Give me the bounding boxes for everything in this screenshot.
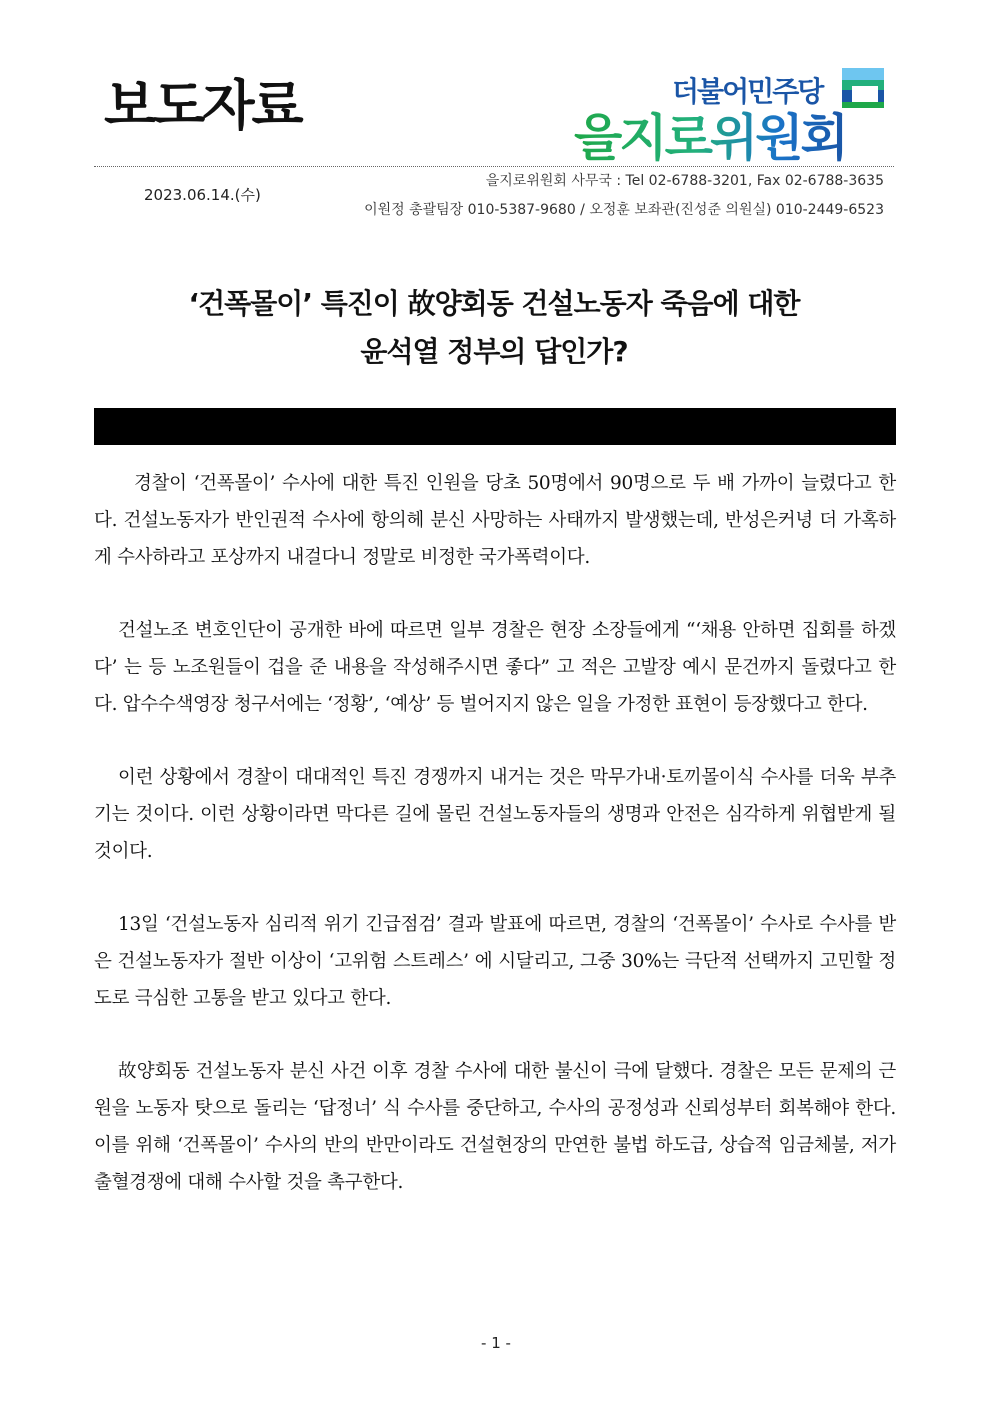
subtitle-bar [94, 408, 896, 445]
contact-persons: 이원정 총괄팀장 010-5387-9680 / 오정훈 보좌관(진성준 의원실) 010-2449-6523 [364, 202, 884, 218]
headline-line-2: 윤석열 정부의 답인가? [360, 335, 628, 368]
document-type-title: 보도자료 [104, 74, 301, 137]
release-date: 2023.06.14.(수) [144, 186, 261, 204]
headline [94, 280, 894, 376]
page-number: - 1 - [481, 1334, 511, 1352]
logo-party-name: 더불어민주당 [672, 75, 823, 108]
header-divider [94, 166, 894, 167]
body-paragraph: 경찰이 ‘건폭몰이’ 수사에 대한 특진 인원을 당초 50명에서 90명으로 두 배 가까이 늘렸다고 한다. 건설노동자가 반인권적 수사에 항의헤 분신 사망하는 사태까지 발생했는데, 반성은커녕 더 가혹하게 수사하라고 포상까지 내걸다니 정말로 비정한 국가폭력이다. [94, 473, 896, 568]
logo-committee-name: 을지로위원회 [574, 109, 846, 167]
party-flag-icon [838, 64, 888, 114]
body-paragraph: 13일 ‘건설노동자 심리적 위기 긴급점검’ 결과 발표에 따르면, 경찰의 ‘건폭몰이’ 수사로 수사를 받은 건설노동자가 절반 이상이 ‘고위험 스트레스’ 에 시달리고, 그중 30%는 극단적 선택까지 고민할 정도로 극심한 고통을 받고 있다고 한다. [94, 914, 896, 1009]
body-paragraph: 이런 상황에서 경찰이 대대적인 특진 경쟁까지 내거는 것은 막무가내·토끼몰이식 수사를 더욱 부추기는 것이다. 이런 상황이라면 막다른 길에 몰린 건설노동자들의 생명과 안전은 심각하게 위협받게 될 것이다. [94, 767, 896, 862]
body-paragraph: 건설노조 변호인단이 공개한 바에 따르면 일부 경찰은 현장 소장들에게 “‘채용 안하면 집회를 하겠다’ 는 등 노조원들이 겁을 준 내용을 작성해주시면 좋다” 고 적은 고발장 예시 문건까지 돌렸다고 한다. 압수수색영장 청구서에는 ‘정황’, ‘예상’ 등 벌어지지 않은 일을 가정한 표현이 등장했다고 한다. [94, 620, 896, 715]
party-committee-logo [570, 58, 890, 168]
article-body [94, 465, 896, 1237]
contact-office: 을지로위원회 사무국 : Tel 02-6788-3201, Fax 02-6788-3635 [485, 173, 884, 189]
headline-line-1: ‘건폭몰이’ 특진이 故양회동 건설노동자 죽음에 대한 [188, 287, 800, 320]
body-paragraph: 故양회동 건설노동자 분신 사건 이후 경찰 수사에 대한 불신이 극에 달했다. 경찰은 모든 문제의 근원을 노동자 탓으로 돌리는 ‘답정너’ 식 수사를 중단하고, 수사의 공정성과 신뢰성부터 회복해야 한다. 이를 위해 ‘건폭몰이’ 수사의 반의 반만이라도 건설현장의 만연한 불법 하도급, 상습적 임금체불, 저가 출혈경쟁에 대해 수사할 것을 촉구한다. [94, 1061, 896, 1193]
